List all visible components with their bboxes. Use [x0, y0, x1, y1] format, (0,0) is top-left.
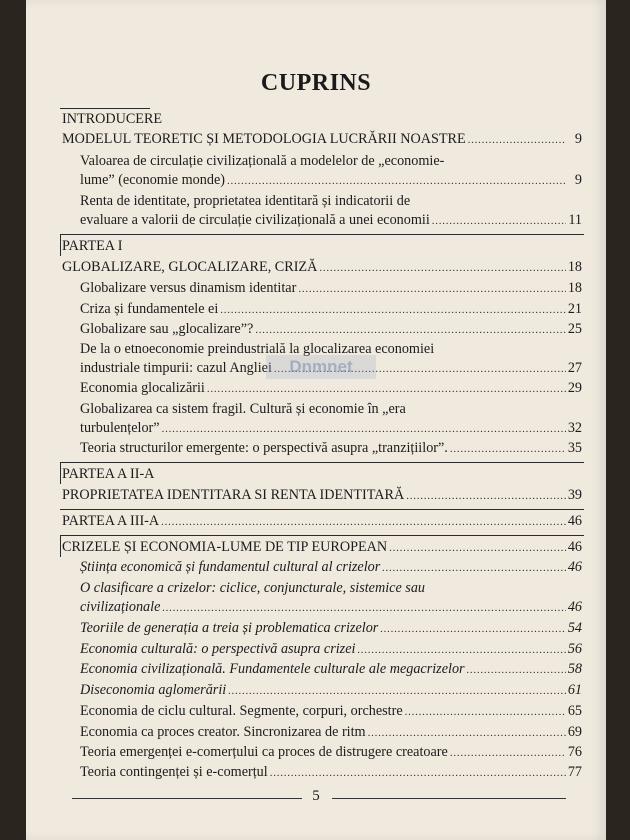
toc-entry: Criza și fundamentele ei . . . 21 — [80, 300, 582, 319]
toc-entry: CRIZELE ȘI ECONOMIA-LUME DE TIP EUROPEAN . . . 46 — [62, 538, 582, 557]
toc-entry: Economia ca proces creator. Sincronizarea de ritm . . . 69 — [80, 723, 582, 742]
section-bracket — [60, 462, 61, 484]
toc-entry: Știința economică și fundamentul cultural al crizelor . . . 46 — [80, 558, 582, 577]
toc-entry: Diseconomia aglomerării . . . 61 — [80, 681, 582, 700]
toc-entry: Valoarea de circulație civilizațională a modelelor de „economie- — [80, 153, 445, 169]
toc-entry: PARTEA A II-A — [62, 466, 155, 482]
toc-entry: civilizaționale . . . 46 — [80, 598, 582, 617]
toc-entry: Teoria contingenței și e-comerțul . . . 77 — [80, 763, 582, 782]
toc-entry: De la o etnoeconomie preindustrială la glocalizarea economiei — [80, 341, 435, 357]
section-rule — [60, 234, 584, 235]
section-bracket — [60, 234, 61, 256]
toc-entry: turbulențelor” . . . 32 — [80, 419, 582, 438]
toc-entry: Teoria structurilor emergente: o perspectivă asupra „tranzițiilor”. . . . 35 — [80, 439, 582, 458]
toc-entry: PARTEA I — [62, 238, 123, 254]
toc-entry: PARTEA A III-A . . . 46 — [62, 512, 582, 531]
toc-entry: Economia culturală: o perspectivă asupra crizei . . . 56 — [80, 640, 582, 659]
toc-entry: Renta de identitate, proprietatea identitară și indicatorii de — [80, 193, 411, 209]
section-rule — [60, 509, 584, 510]
book-page — [26, 0, 606, 840]
toc-entry: Economia de ciclu cultural. Segmente, corpuri, orchestre . . . 65 — [80, 702, 582, 721]
toc-entry: Globalizarea ca sistem fragil. Cultură și economie în „era — [80, 401, 406, 417]
section-rule — [60, 462, 584, 463]
toc-entry: Economia glocalizării . . . 29 — [80, 379, 582, 398]
toc-entry: Globalizare sau „glocalizare”? . . . 25 — [80, 320, 582, 339]
watermark: Dnmnet — [266, 355, 376, 379]
toc-entry: Globalizare versus dinamism identitar . . . 18 — [80, 279, 582, 298]
page-number: 5 — [312, 788, 320, 804]
section-rule — [60, 535, 584, 536]
toc-entry: evaluare a valorii de circulație civilizațională a unei economii . . . 11 — [80, 211, 582, 230]
toc-entry: Teoriile de generația a treia și problematica crizelor . . . 54 — [80, 619, 582, 638]
toc-entry: lume” (economie monde) . . . 9 — [80, 171, 582, 190]
toc-entry: Economia civilizațională. Fundamentele culturale ale megacrizelor . . . 58 — [80, 660, 582, 679]
section-rule — [60, 108, 150, 109]
toc-entry: INTRODUCERE — [62, 111, 163, 127]
toc-entry: MODELUL TEORETIC ȘI METODOLOGIA LUCRĂRII NOASTRE . . . 9 — [62, 130, 582, 149]
page-title: CUPRINS — [260, 70, 372, 96]
toc-entry: PROPRIETATEA IDENTITARA SI RENTA IDENTITARĂ . . . 39 — [62, 486, 582, 505]
toc-entry: industriale timpurii: cazul Angliei . . . 27 — [80, 359, 582, 378]
section-bracket — [60, 535, 61, 557]
toc-entry: O clasificare a crizelor: ciclice, conjuncturale, sistemice sau — [80, 580, 426, 596]
toc-entry: GLOBALIZARE, GLOCALIZARE, CRIZĂ . . . 18 — [62, 258, 582, 277]
toc-entry: Teoria emergenței e-comerțului ca proces de distrugere creatoare . . . 76 — [80, 743, 582, 762]
